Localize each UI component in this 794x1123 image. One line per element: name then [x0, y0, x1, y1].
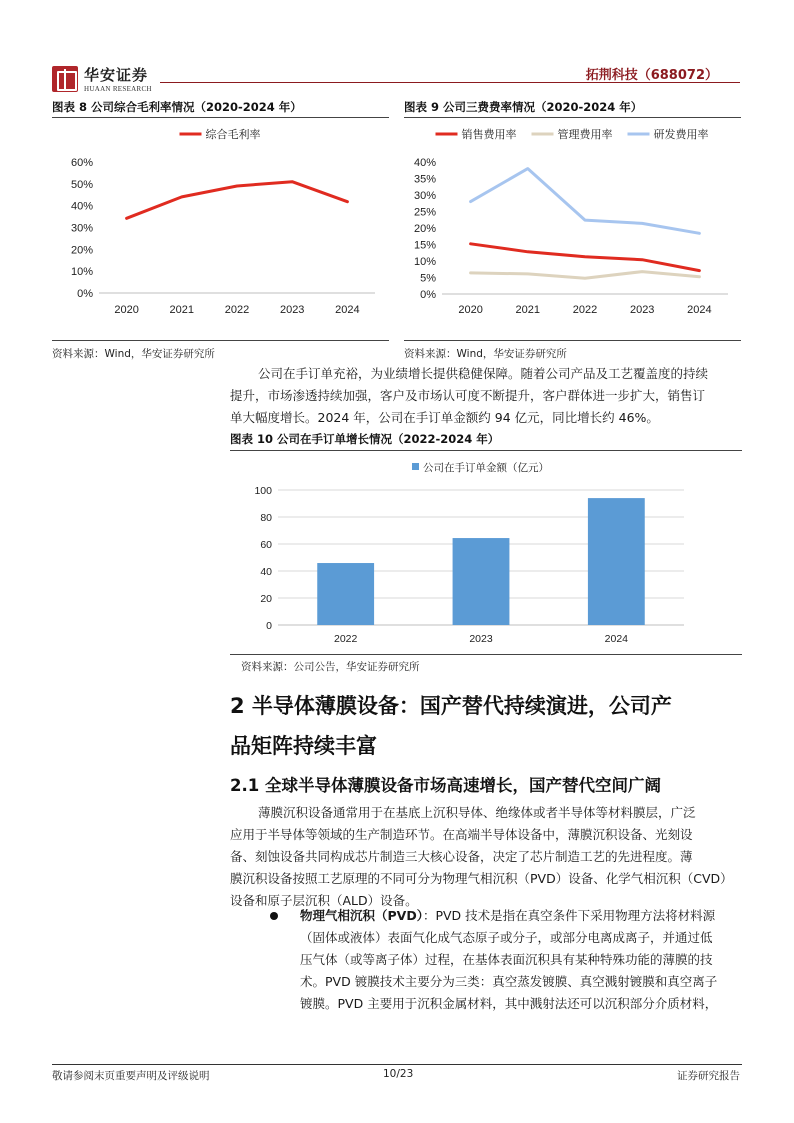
- fig10-bottom-rule: [230, 654, 742, 655]
- fig8-bottom-rule: [52, 340, 389, 341]
- y-tick-label: 5%: [420, 272, 436, 285]
- y-tick-label: 0%: [420, 289, 436, 301]
- para1-line-2: 提升，市场渗透持续加强，客户及市场认可度不断提升，客户群体进一步扩大，销售订: [230, 388, 706, 403]
- y-tick-label: 40%: [70, 200, 93, 213]
- y-tick-label: 35%: [413, 173, 436, 186]
- para2-line-5: 设备和原子层沉积（ALD）设备。: [230, 893, 418, 908]
- fig9-bottom-rule: [404, 340, 741, 341]
- bar: [588, 498, 645, 625]
- y-tick-label: 20%: [70, 244, 93, 257]
- y-tick-label: 80: [260, 512, 272, 524]
- logo-chinese-name: 华安证券: [84, 66, 149, 84]
- footer-disclaimer: 敬请参阅末页重要声明及评级说明: [52, 1070, 210, 1082]
- x-tick-label: 2021: [169, 304, 195, 316]
- para1-line-3: 单大幅度增长。2024 年，公司在手订单金额约 94 亿元，同比增长约 46%。: [230, 410, 659, 425]
- y-tick-label: 20: [260, 593, 272, 605]
- series-line: [471, 244, 700, 271]
- y-tick-label: 0%: [77, 288, 93, 300]
- y-tick-label: 100: [254, 485, 272, 497]
- fig9-expense-ratio-chart: [404, 120, 741, 335]
- section2-heading-line-2: 品矩阵持续丰富: [230, 734, 377, 758]
- y-tick-label: 0: [266, 620, 272, 632]
- para1-line-1: 公司在手订单充裕，为业绩增长提供稳健保障。随着公司产品及工艺覆盖度的持续: [258, 366, 709, 381]
- section21-heading: 2.1 全球半导体薄膜设备市场高速增长，国产替代空间广阔: [230, 776, 661, 795]
- y-tick-label: 10%: [70, 266, 93, 279]
- para2-line-4: 膜沉积设备按照工艺原理的不同可分为物理气相沉积（PVD）设备、化学气相沉积（CVD）: [230, 871, 733, 886]
- bullet1-line-3: 压气体（或等离子体）过程，在基体表面沉积具有某种特殊功能的薄膜的技: [300, 952, 713, 967]
- fig10-title-underline: [230, 450, 742, 451]
- legend-label: 管理费用率: [557, 129, 613, 141]
- x-tick-label: 2022: [333, 633, 358, 645]
- x-tick-label: 2020: [114, 304, 139, 316]
- y-tick-label: 40: [260, 566, 272, 578]
- x-tick-label: 2021: [515, 304, 541, 316]
- y-tick-label: 30%: [70, 222, 93, 235]
- company-title: 拓荆科技（688072）: [585, 68, 718, 83]
- fig8-title-underline: [52, 117, 389, 118]
- section2-heading-line-1: 2 半导体薄膜设备：国产替代持续演进，公司产: [230, 694, 672, 718]
- x-tick-label: 2022: [572, 304, 598, 316]
- bar: [453, 538, 510, 625]
- bullet1-line-5: 镀膜。PVD 主要用于沉积金属材料，其中溅射法还可以沉积部分介质材料，: [300, 996, 718, 1011]
- y-tick-label: 60: [260, 539, 272, 551]
- para2-line-3: 备、刻蚀设备共同构成芯片制造三大核心设备，决定了芯片制造工艺的先进程度。薄: [230, 849, 693, 864]
- y-tick-label: 40%: [413, 157, 436, 169]
- fig8-source: 资料来源：Wind，华安证券研究所: [52, 348, 215, 360]
- y-tick-label: 20%: [413, 223, 436, 235]
- bullet1-line-2: （固体或液体）表面气化成气态原子或分子，或部分电离成离子，并通过低: [300, 930, 713, 945]
- y-tick-label: 30%: [413, 190, 436, 202]
- logo-english-name: HUAAN RESEARCH: [84, 85, 152, 93]
- header-logo: [52, 64, 156, 98]
- fig9-title-underline: [404, 117, 741, 118]
- series-line: [471, 272, 700, 279]
- x-tick-label: 2024: [604, 633, 629, 645]
- fig10-source: 资料来源：公司公告，华安证券研究所: [241, 661, 420, 673]
- y-tick-label: 50%: [70, 178, 93, 191]
- x-tick-label: 2023: [629, 304, 655, 316]
- x-tick-label: 2020: [458, 304, 483, 316]
- y-tick-label: 60%: [70, 157, 93, 169]
- x-tick-label: 2024: [335, 304, 360, 316]
- x-tick-label: 2024: [687, 304, 712, 316]
- series-line: [127, 182, 348, 219]
- x-tick-label: 2022: [224, 304, 250, 316]
- y-tick-label: 25%: [413, 206, 436, 219]
- x-tick-label: 2023: [279, 304, 305, 316]
- bullet1-line-4: 术。PVD 镀膜技术主要分为三类：真空蒸发镀膜、真空溅射镀膜和真空离子: [300, 974, 718, 989]
- fig8-gross-margin-chart: [52, 120, 389, 335]
- page-number: 10/23: [383, 1068, 414, 1080]
- header-divider: [160, 82, 740, 83]
- legend-label: 公司在手订单金额（亿元）: [423, 462, 549, 474]
- series-line: [471, 169, 700, 234]
- legend-label: 研发费用率: [653, 129, 709, 141]
- bullet1-term: 物理气相沉积（PVD）: [300, 908, 423, 923]
- bullet-dot-icon: [270, 912, 278, 920]
- bullet1-first-line-rest: ：PVD 技术是指在真空条件下采用物理方法将材料源: [422, 908, 716, 923]
- bullet1-first-line: [300, 905, 715, 927]
- para2-line-1: 薄膜沉积设备通常用于在基底上沉积导体、绝缘体或者半导体等材料膜层，广泛: [258, 805, 696, 820]
- legend-label: 销售费用率: [461, 129, 517, 141]
- para2-line-2: 应用于半导体等领域的生产制造环节。在高端半导体设备中，薄膜沉积设备、光刻设: [230, 827, 693, 842]
- footer-report-type: 证券研究报告: [677, 1070, 740, 1082]
- fig9-source: 资料来源：Wind，华安证券研究所: [404, 348, 567, 360]
- fig8-title: 图表 8 公司综合毛利率情况（2020-2024 年）: [52, 100, 302, 114]
- bar: [317, 563, 374, 625]
- legend-label: 综合毛利率: [205, 129, 261, 141]
- y-tick-label: 10%: [413, 256, 436, 268]
- footer-divider: [52, 1064, 742, 1065]
- x-tick-label: 2023: [469, 633, 493, 645]
- fig10-title: 图表 10 公司在手订单增长情况（2022-2024 年）: [230, 432, 500, 446]
- fig9-title: 图表 9 公司三费费率情况（2020-2024 年）: [404, 100, 643, 114]
- huaan-logo-icon: [52, 66, 78, 92]
- legend-swatch: [412, 463, 419, 470]
- fig10-order-backlog-chart: [230, 453, 742, 653]
- y-tick-label: 15%: [413, 239, 436, 252]
